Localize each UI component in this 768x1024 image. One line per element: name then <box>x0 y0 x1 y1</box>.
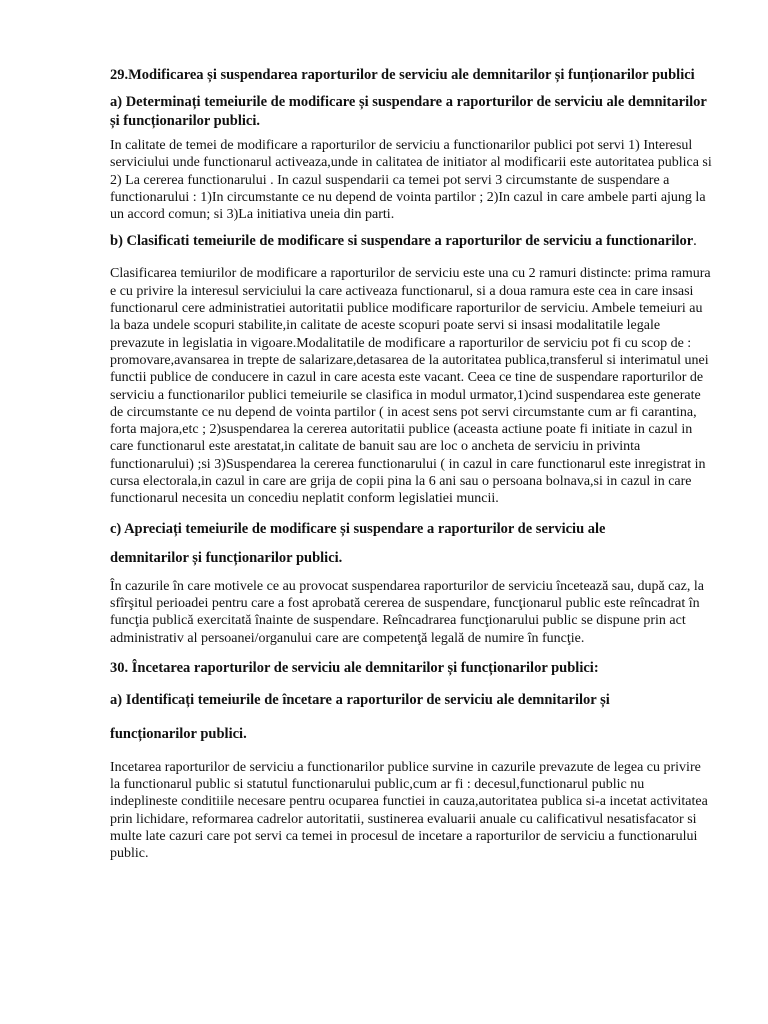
section-30a-heading-line1: a) Identificați temeiurile de încetare a raporturilor de serviciu ale demnitarilor și <box>110 691 610 708</box>
section-29c-heading-line1: c) Apreciați temeiurile de modificare și suspendare a raporturilor de serviciu ale <box>110 520 606 537</box>
section-29b-heading <box>110 232 713 251</box>
section-29a-heading: a) Determinați temeiurile de modificare și suspendare a raporturilor de serviciu ale demnitarilor și funcționarilor publici. <box>110 94 707 129</box>
section-29b-paragraph: Clasificarea temiurilor de modificare a raporturilor de serviciu este una cu 2 ramuri distincte: prima ramura e cu privire la interesul serviciului la care activeaza functionarul, si a doua ramura este cea in care insasi functionarul cere administratiei autoritatii publice modificare raporturilor de serviciu. Ambele temeiuri au la baza undele scopuri stabilite,in calitate de aceste scopuri poate servi si insasi modalitatile legale prevazute in legislatia in vigoare.Modalitatile de modificare a raporturilor de serviciu pot fi cu scop de : promovare,avansarea in trepte de salarizare,detasarea de la autoritatea publica,transferul si interimatul unei functii publice de conducere in cazul in care acesta este vacant. Ceea ce tine de suspendare raporturilor de serviciu a functionarilor publici temeiurile se clasifica in modul urmator,1)cind suspendarea este generate de circumstante ce nu depend de vointa partilor ( in acest sens pot servi circumstante cum ar fi carantina, forta majora,etc ; 2)suspendarea la cererea autoritatii publice (aceasta actiune poate fi initiate in cazul in care functionarul este arestatat,in calitate de banuit sau are loc o ancheta de serviciu in privinta functionarului) ;si 3)Suspendarea la cererea functionarului ( in cazul in care functionarul este inregistrat in cursa electorala,in cazul in care are grija de copii pina la 6 ani sau o persoana bolnava,si in cazul in care functionarul necesita un concediu neplatit conform legislatiei muncii. <box>110 266 711 507</box>
section-29b-heading-period: . <box>693 233 697 250</box>
section-29c-paragraph: În cazurile în care motivele ce au provocat suspendarea raporturilor de serviciu încetează sau, după caz, la sfîrşitul perioadei pentru care a fost aprobată cererea de suspendare, funcţionarul public este reîncadrat în funcţia publică exercitată înainte de suspendare. Reîncadrarea funcţionarului public se dispune prin act administrativ al persoanei/organului care are competenţă legală de numire în funcţie. <box>110 578 704 646</box>
section-30-title: 30. Încetarea raporturilor de serviciu ale demnitarilor și funcționarilor publici: <box>110 659 599 676</box>
section-30a-paragraph: Incetarea raporturilor de serviciu a functionarilor publice survine in cazurile prevazute de legea cu privire la functionarul public si statutul functionarului public,cum ar fi : decesul,functionarul public nu indeplineste conditiile necesare pentru ocuparea functiei in cauza,autoritatea publica si-a incetat activitatea prin lichidare, reformarea cadrelor autoritatii, sustinerea evaluarii anuale cu calificativul nesatisfacator si multe late cazuri care pot servi ca temei in procesul de incetare a raporturilor de serviciu a functionarului public. <box>110 759 708 862</box>
section-30a-heading-line2: funcționarilor publici. <box>110 725 247 742</box>
section-29a-paragraph: In calitate de temei de modificare a raporturilor de serviciu a functionarilor publici pot servi 1) Interesul serviciului unde functionarul activeaza,unde in calitatea de initiator al modificarii este autoritatea publica si 2) La cererea functionarului . In cazul suspendarii ca temei pot servi 3 circumstante de suspendare a functionarului : 1)In circumstante ce nu depend de vointa partilor ; 2)In cazul in care ambele parti ajung la un accord comun; si 3)La initiativa uneia din parti. <box>110 138 712 223</box>
section-29-title: 29.Modificarea și suspendarea raporturilor de serviciu ale demnitarilor și funționarilor publici <box>110 67 695 83</box>
section-29c-heading-line2: demnitarilor și funcționarilor publici. <box>110 549 343 566</box>
section-29b-heading-text: b) Clasificati temeiurile de modificare si suspendare a raporturilor de serviciu a functionarilor <box>110 233 694 250</box>
